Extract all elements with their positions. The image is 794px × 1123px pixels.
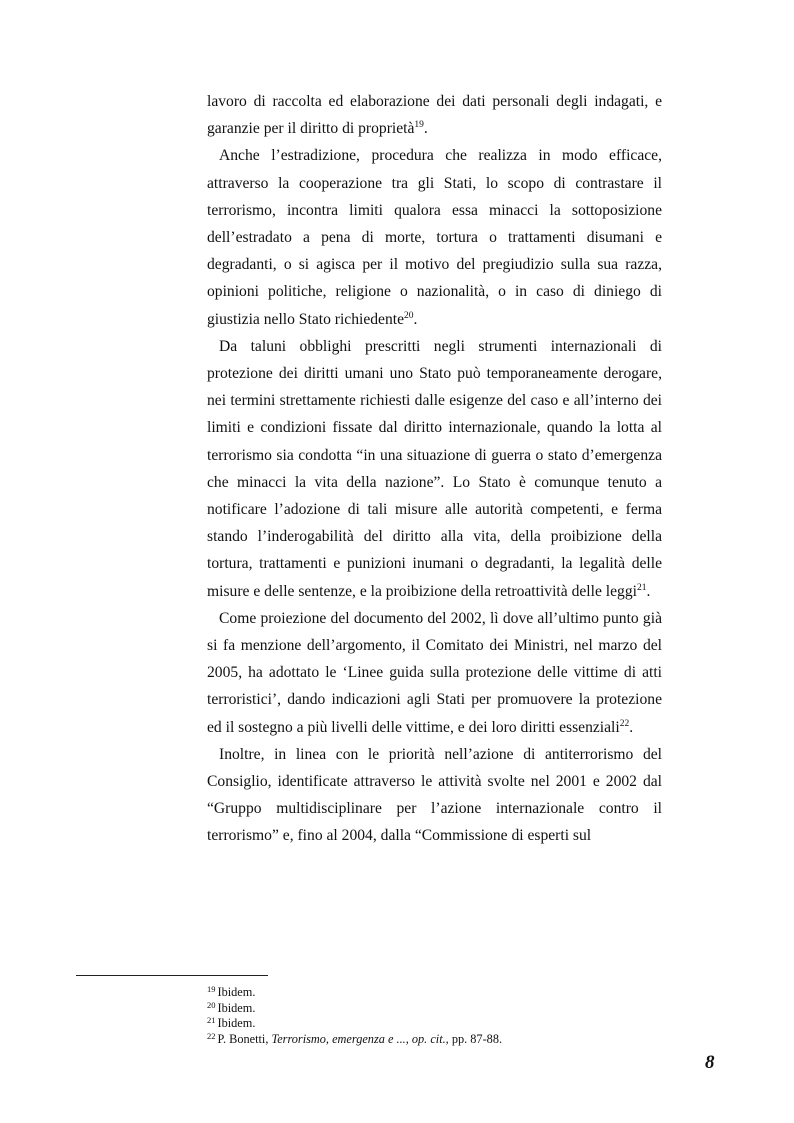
footnote-number: 19: [207, 984, 216, 994]
paragraph-text: Come proiezione del documento del 2002, lì dove all’ultimo punto già si fa menzione dell’argomento, il Comitato dei Ministri, nel marzo del 2005, ha adottato le ‘Linee guida sulla protezione delle vittime di atti terroristici’, dando indicazioni agli Stati per promuovere la protezione ed il sostegno a più livelli delle vittime, e dei loro diritti essenziali: [207, 609, 662, 736]
footnote-ref-22[interactable]: 22: [619, 718, 630, 729]
footnote-text: Ibidem.: [217, 1016, 256, 1030]
footnote-number: 22: [207, 1030, 216, 1041]
footnote-19: [207, 985, 662, 1001]
paragraph-text: Da taluni obblighi prescritti negli strumenti internazionali di protezione dei diritti umani uno Stato può temporaneamente derogare, nei termini strettamente richiesti dalle esigenze del caso e all’interno dei limiti e condizioni fissate dal diritto internazionale, quando la lotta al terrorismo sia condotta “in una situazione di guerra o stato d’emergenza che minacci la vita della nazione”. Lo Stato è comunque tenuto a notificare l’adozione di tali misure alle autorità competenti, e ferma stando l’inderogabilità del diritto alla vita, della proibizione della tortura, trattamenti e punizioni inumani o degradanti, la legalità delle misure e delle sentenze, e la proibizione della retroattività delle leggi: [207, 337, 662, 600]
paragraph-5: [207, 741, 662, 850]
paragraph-text: Anche l’estradizione, procedura che realizza in modo efficace, attraverso la cooperazione tra gli Stati, lo scopo di contrastare il terrorismo, incontra limiti qualora essa minacci la sottoposizione dell’estradato a pena di morte, tortura o trattamenti disumani e degradanti, o si agisca per il motivo del pregiudizio sulla sua razza, opinioni politiche, religione o nazionalità, o in caso di diniego di giustizia nello Stato richiedente: [207, 147, 662, 328]
footnote-22: [207, 1032, 662, 1048]
footnote-number: 20: [207, 999, 216, 1010]
footnote-text: P. Bonetti,: [217, 1031, 272, 1046]
paragraph-text: lavoro di raccolta ed elaborazione dei dati personali degli indagati, e garanzie per il diritto di proprietà: [207, 93, 662, 138]
footnote-21: [207, 1016, 662, 1032]
footnote-number: 21: [207, 1015, 216, 1025]
footnote-pages: pp. 87-88.: [448, 1031, 503, 1046]
footnote-separator: [76, 975, 268, 976]
footnote-text: Ibidem.: [217, 985, 256, 999]
footnote-ref-19[interactable]: 19: [414, 120, 424, 131]
footnote-ref-20[interactable]: 20: [404, 310, 414, 321]
footnotes: [207, 985, 662, 1047]
paragraph-2: [207, 142, 662, 332]
body-text: [207, 88, 662, 850]
paragraph-text: Inoltre, in linea con le priorità nell’azione di antiterrorismo del Consiglio, identificate attraverso le attività svolte nel 2001 e 2002 dal “Gruppo multidisciplinare per l’azione internazionale contro il terrorismo” e, fino al 2004, dalla “Commissione di esperti sul: [207, 745, 662, 845]
footnote-text: Ibidem.: [217, 1000, 256, 1015]
page-number: 8: [705, 1052, 715, 1073]
footnote-20: [207, 1001, 662, 1017]
paragraph-tail: .: [646, 582, 651, 600]
paragraph-tail: .: [423, 120, 428, 138]
footnote-ref-21[interactable]: 21: [636, 582, 647, 593]
paragraph-tail: .: [413, 310, 418, 328]
paragraph-4: [207, 605, 662, 741]
paragraph-3: [207, 333, 662, 605]
paragraph-tail: .: [629, 718, 634, 736]
paragraph-1: [207, 88, 662, 142]
footnote-citation-title: Terrorismo, emergenza e ..., op. cit.,: [271, 1031, 449, 1046]
